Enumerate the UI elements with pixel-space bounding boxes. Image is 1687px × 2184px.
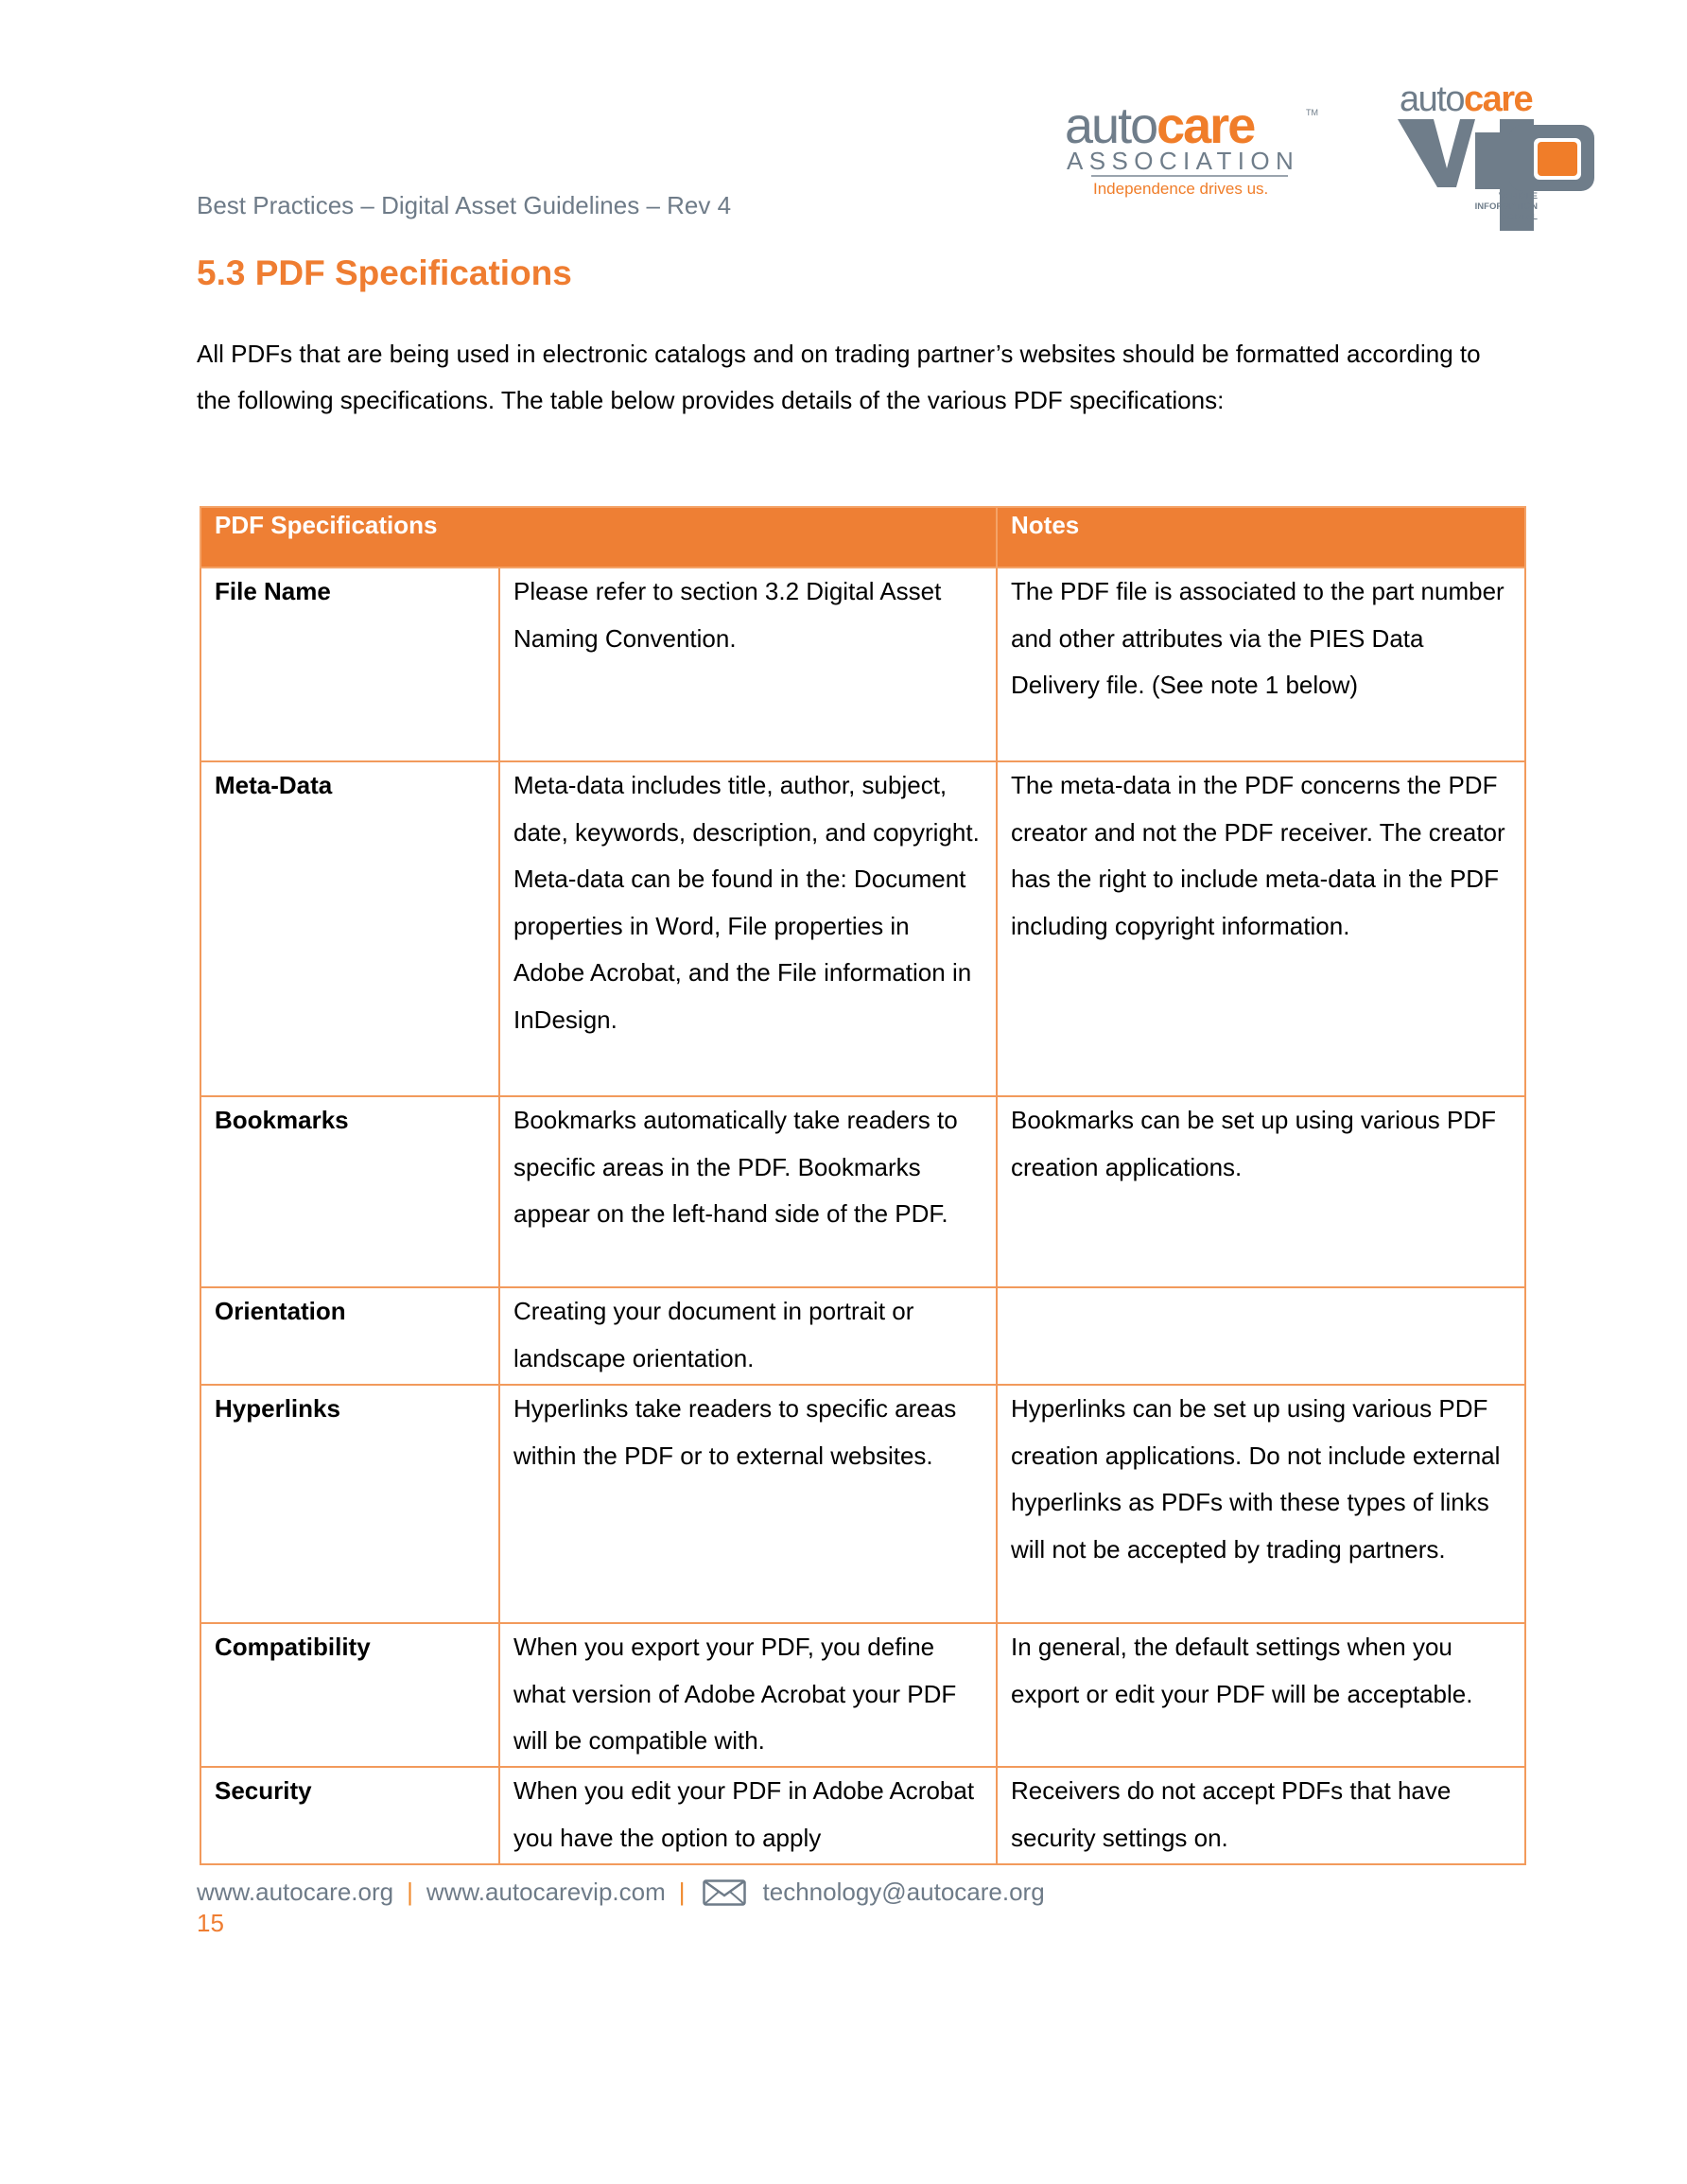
row-label: File Name (200, 568, 499, 761)
row-label: Orientation (200, 1287, 499, 1385)
row-notes (997, 1287, 1525, 1385)
intro-paragraph: All PDFs that are being used in electronic catalogs and on trading partner’s websites should be formatted according to the following specifications. The table below provides details of the various PDF specifications: (197, 340, 1481, 414)
row-notes: Bookmarks can be set up using various PDF creation applications. (997, 1096, 1525, 1287)
row-spec: Please refer to section 3.2 Digital Asset Naming Convention. (499, 568, 997, 761)
envelope-icon (703, 1879, 746, 1906)
table-row (200, 1096, 1525, 1287)
autocare-association-logo (1065, 97, 1318, 206)
table-row (200, 1287, 1525, 1385)
header-notes: Notes (997, 507, 1525, 568)
document-header-title: Best Practices – Digital Asset Guidelines – Rev 4 (197, 191, 732, 219)
logo-tagline: Independence drives us. (1093, 180, 1269, 198)
table-row (200, 568, 1525, 761)
row-label: Bookmarks (200, 1096, 499, 1287)
table-header-row (200, 507, 1525, 568)
page-footer (197, 1878, 1045, 1907)
footer-link-autocarevip[interactable]: www.autocarevip.com (426, 1878, 666, 1906)
row-label: Security (200, 1767, 499, 1864)
footer-email-link[interactable]: technology@autocare.org (762, 1878, 1045, 1906)
row-notes: The meta-data in the PDF concerns the PDF creator and not the PDF receiver. The creator has the right to include meta-data in the PDF including copyright information. (997, 761, 1525, 1096)
table-row (200, 761, 1525, 1096)
footer-separator: | (407, 1878, 413, 1906)
row-spec: Creating your document in portrait or landscape orientation. (499, 1287, 997, 1385)
footer-separator: | (678, 1878, 686, 1906)
table-row (200, 1385, 1525, 1623)
vip-logo-wordmark: autocare (1400, 79, 1533, 119)
row-spec: When you edit your PDF in Adobe Acrobat you have the option to apply (499, 1767, 997, 1864)
row-spec: Meta-data includes title, author, subject, date, keywords, description, and copyright. Meta-data can be found in the: Document properties in Word, File properties in Adobe Acrobat, and the File information in InDesign. (499, 761, 997, 1096)
row-spec: Bookmarks automatically take readers to specific areas in the PDF. Bookmarks appear on the left-hand side of the PDF. (499, 1096, 997, 1287)
pdf-specifications-table (200, 506, 1526, 1865)
row-notes: Receivers do not accept PDFs that have security settings on. (997, 1767, 1525, 1864)
row-spec: Hyperlinks take readers to specific areas within the PDF or to external websites. (499, 1385, 997, 1623)
vip-portal-text: VEHICLE INFORMATION PORTAL (1474, 191, 1538, 222)
row-notes: The PDF file is associated to the part number and other attributes via the PIES Data Delivery file. (See note 1 below) (997, 568, 1525, 761)
section-title: 5.3 PDF Specifications (197, 253, 572, 292)
row-label: Hyperlinks (200, 1385, 499, 1623)
row-spec: When you export your PDF, you define what version of Adobe Acrobat your PDF will be compatible with. (499, 1623, 997, 1767)
table-row (200, 1623, 1525, 1767)
row-notes: Hyperlinks can be set up using various PDF creation applications. Do not include external hyperlinks as PDFs with these types of links will not be accepted by trading partners. (997, 1385, 1525, 1623)
row-notes: In general, the default settings when you export or edit your PDF will be acceptable. (997, 1623, 1525, 1767)
logo-association-text: ASSOCIATION (1067, 147, 1300, 175)
logo-wordmark: autocare (1065, 97, 1255, 154)
table-row (200, 1767, 1525, 1864)
header-pdf-specifications: PDF Specifications (200, 507, 997, 568)
logo-divider (1091, 175, 1288, 177)
row-label: Meta-Data (200, 761, 499, 1096)
page-number: 15 (197, 1909, 224, 1937)
autocare-vip-logo (1396, 81, 1606, 231)
row-label: Compatibility (200, 1623, 499, 1767)
trademark-mark: TM (1306, 108, 1318, 117)
footer-link-autocare[interactable]: www.autocare.org (197, 1878, 394, 1906)
